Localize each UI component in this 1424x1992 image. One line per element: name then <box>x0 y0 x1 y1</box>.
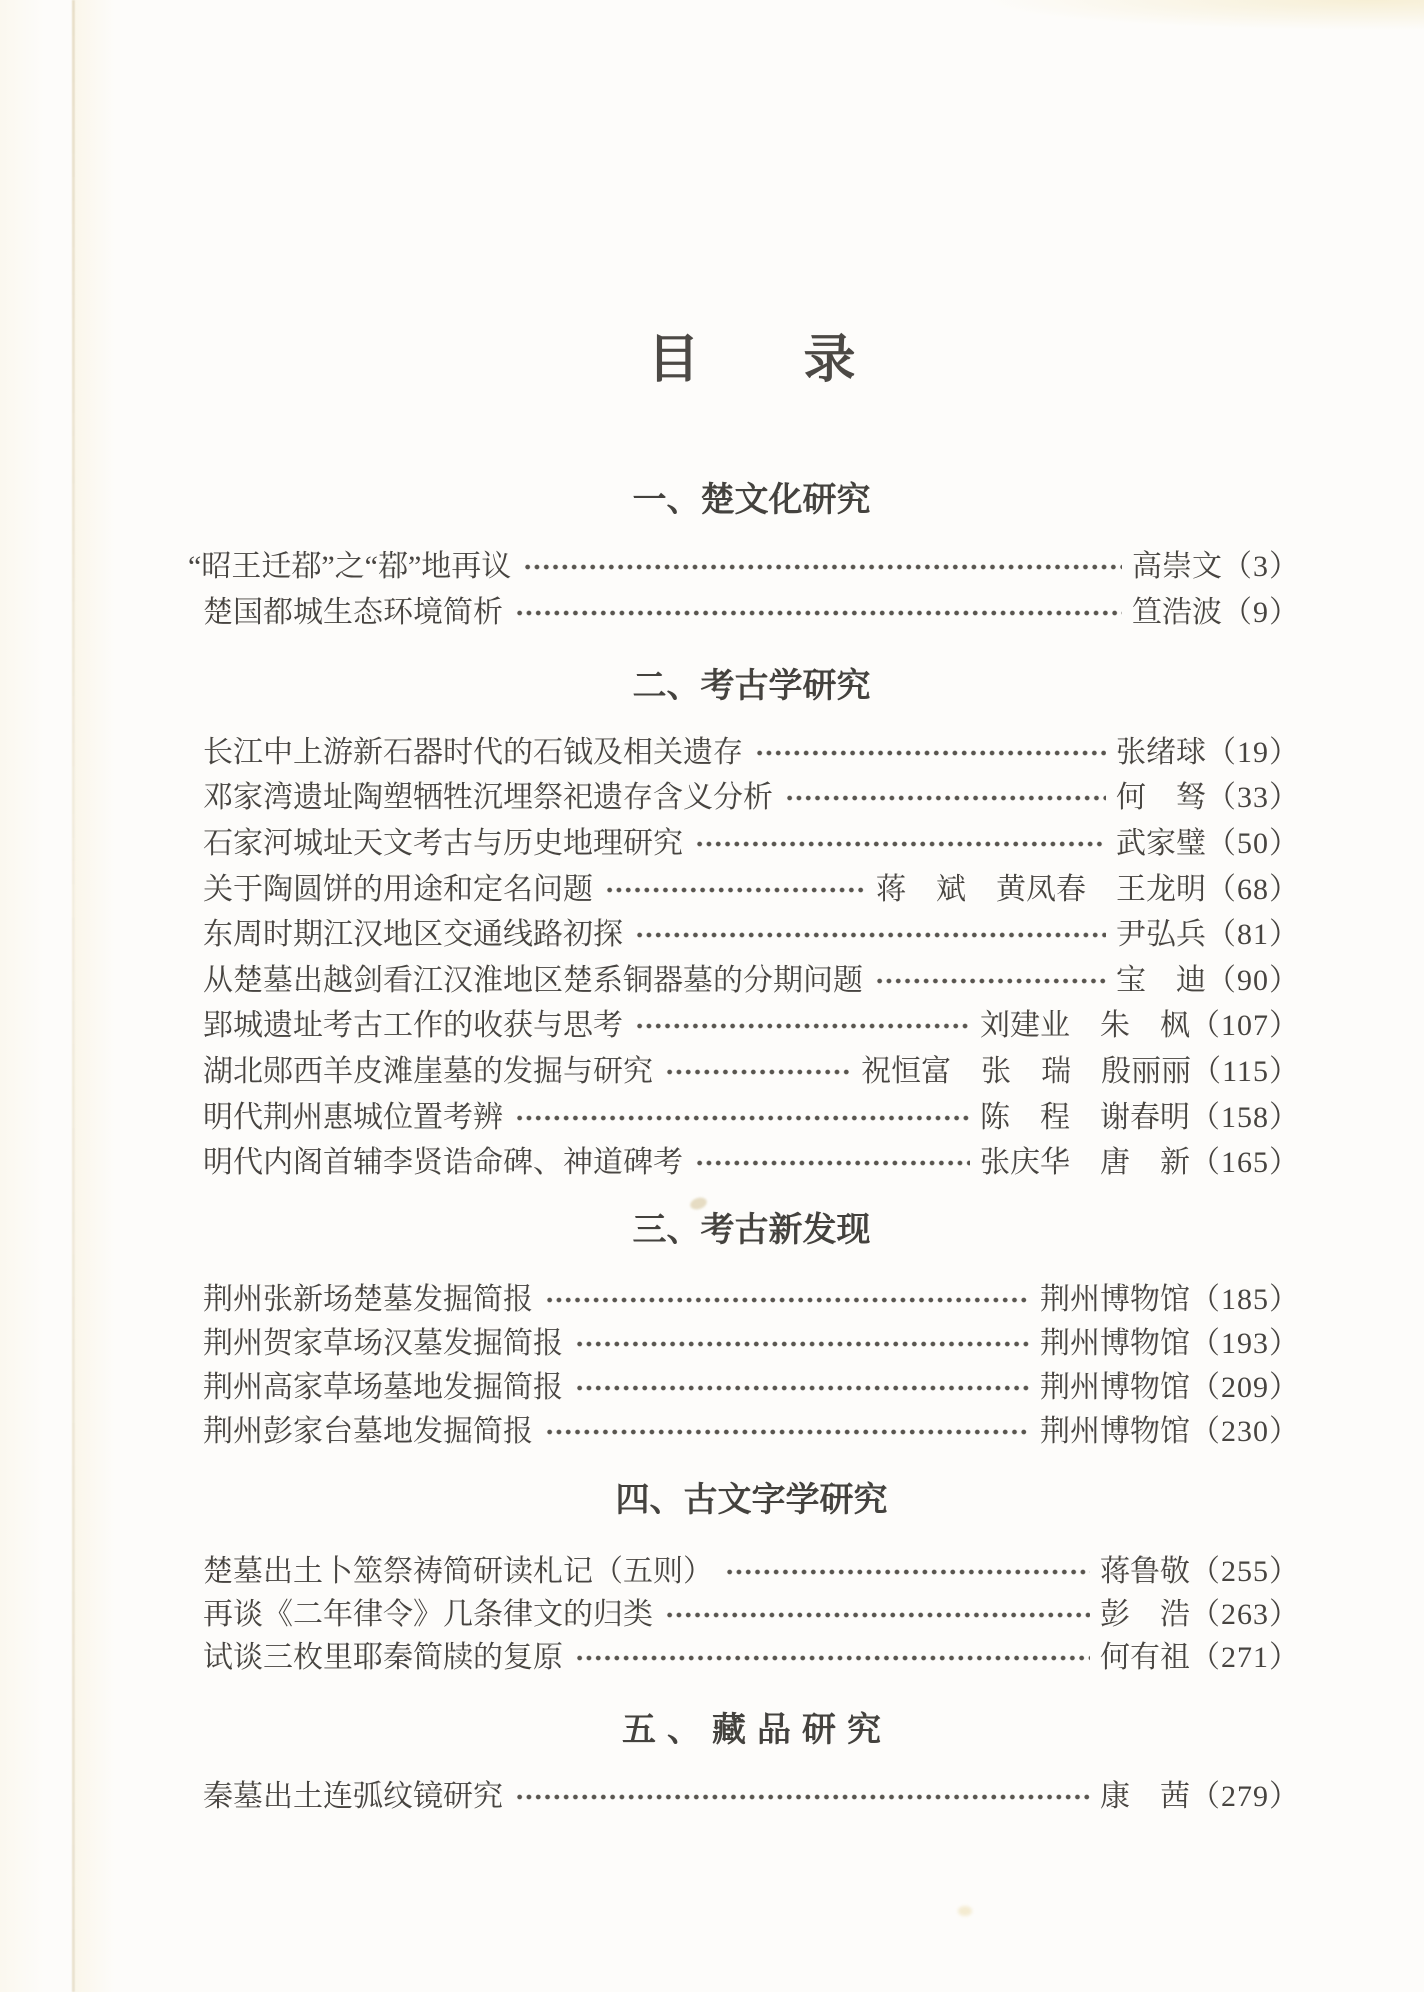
entry-title: 东周时期江汉地区交通线路初探 <box>203 918 623 952</box>
entry-pageno: （165） <box>1190 1146 1300 1180</box>
entry-authors: 武家璧 <box>1116 826 1206 860</box>
page-title: 目 录 <box>647 332 856 389</box>
entry-authors: 荆州博物馆 <box>1040 1283 1190 1316</box>
entry-pageno: （193） <box>1190 1327 1300 1360</box>
toc-entry <box>203 1550 1300 1593</box>
dot-leader <box>725 1566 1090 1578</box>
toc-entry <box>203 730 1300 776</box>
entry-pageno: （185） <box>1190 1283 1300 1316</box>
entry-title: 明代荆州惠城位置考辨 <box>203 1100 503 1134</box>
dot-leader <box>515 1112 970 1124</box>
section-collection-studies <box>203 1710 1300 1819</box>
dot-leader <box>575 1338 1030 1350</box>
entry-authors: 荆州博物馆 <box>1040 1371 1190 1404</box>
entry-title: 明代内阁首辅李贤诰命碑、神道碑考 <box>203 1146 683 1180</box>
entry-authors: 彭 浩 <box>1100 1597 1190 1631</box>
dot-leader <box>515 1791 1090 1803</box>
entry-pageno: （9） <box>1222 596 1300 629</box>
entry-title: 关于陶圆饼的用途和定名问题 <box>203 872 593 906</box>
entry-authors: 康 茜 <box>1100 1780 1190 1813</box>
toc-entry <box>203 1004 1300 1050</box>
dot-leader <box>875 975 1106 987</box>
entry-pageno: （50） <box>1206 826 1300 860</box>
toc-entry <box>203 821 1300 867</box>
entry-title: 郢城遗址考古工作的收获与思考 <box>203 1009 623 1043</box>
entry-pageno: （230） <box>1190 1415 1300 1448</box>
entry-authors: 何有祖 <box>1100 1640 1190 1674</box>
dot-leader <box>635 929 1106 941</box>
dot-leader <box>635 1020 970 1032</box>
entry-title: 秦墓出土连弧纹镜研究 <box>203 1780 503 1813</box>
section-new-discoveries <box>203 1210 1300 1454</box>
scan-tint-top-right <box>784 0 1424 46</box>
dot-leader <box>575 1382 1030 1394</box>
toc-entry <box>203 1593 1300 1636</box>
entry-authors: 何 驽 <box>1116 781 1206 815</box>
toc-entry <box>203 1322 1300 1366</box>
entry-authors: 蒋鲁敬 <box>1100 1554 1190 1588</box>
toc-entry <box>203 1636 1300 1679</box>
toc-entry <box>188 544 1300 590</box>
section-paleography <box>203 1480 1300 1679</box>
entry-pageno: （81） <box>1206 918 1300 952</box>
toc-entry <box>203 912 1300 958</box>
entry-authors: 蒋 斌 黄凤春 王龙明 <box>876 872 1206 906</box>
entry-authors: 高崇文 <box>1132 550 1222 583</box>
section-chu-culture <box>188 480 1300 636</box>
scan-speck <box>689 1196 709 1212</box>
entry-pageno: （255） <box>1190 1554 1300 1588</box>
dot-leader <box>605 884 866 896</box>
dot-leader <box>575 1652 1090 1664</box>
entry-pageno: （68） <box>1206 872 1300 906</box>
entry-title: 荆州高家草场墓地发掘简报 <box>203 1371 563 1404</box>
dot-leader <box>515 607 1122 619</box>
entry-pageno: （279） <box>1190 1780 1300 1813</box>
toc-entry <box>203 590 1300 636</box>
dot-leader <box>665 1066 851 1078</box>
dot-leader <box>695 1157 970 1169</box>
entry-authors: 尹弘兵 <box>1116 918 1206 952</box>
entry-title: 荆州张新场楚墓发掘简报 <box>203 1283 533 1316</box>
toc-entry <box>203 1140 1300 1186</box>
section-entries <box>203 730 1300 1186</box>
entry-title: 湖北郧西羊皮滩崖墓的发掘与研究 <box>203 1054 653 1088</box>
entry-pageno: （115） <box>1191 1054 1300 1088</box>
entry-pageno: （3） <box>1222 550 1300 583</box>
entry-authors: 祝恒富 张 瑞 殷丽丽 <box>861 1054 1192 1088</box>
entry-authors: 笪浩波 <box>1132 596 1222 629</box>
entry-title: 荆州贺家草场汉墓发掘简报 <box>203 1327 563 1360</box>
entry-authors: 刘建业 朱 枫 <box>980 1009 1190 1043</box>
entry-pageno: （209） <box>1190 1371 1300 1404</box>
entry-title: 楚国都城生态环境简析 <box>203 596 503 629</box>
entry-pageno: （33） <box>1206 781 1300 815</box>
section-entries <box>203 1278 1300 1454</box>
entry-authors: 宝 迪 <box>1116 963 1206 997</box>
section-heading: 四、古文字学研究 <box>615 1481 888 1519</box>
dot-leader <box>545 1426 1030 1438</box>
section-heading: 一、楚文化研究 <box>632 481 871 519</box>
dot-leader <box>523 561 1122 573</box>
page-edge-shading <box>0 0 74 1992</box>
toc-entry <box>203 1410 1300 1454</box>
toc-entry <box>203 867 1300 913</box>
entry-title: 从楚墓出越剑看江汉淮地区楚系铜器墓的分期问题 <box>203 963 863 997</box>
section-heading: 五、藏品研究 <box>622 1711 892 1749</box>
dot-leader <box>665 1609 1090 1621</box>
section-entries <box>188 544 1300 636</box>
page-edge-glow <box>75 0 115 1992</box>
entry-authors: 张绪球 <box>1116 735 1206 769</box>
dot-leader <box>695 838 1106 850</box>
entry-title: 荆州彭家台墓地发掘简报 <box>203 1415 533 1448</box>
entry-pageno: （158） <box>1190 1100 1300 1134</box>
dot-leader <box>755 747 1106 759</box>
entry-title: 邓家湾遗址陶塑牺牲沉埋祭祀遗存含义分析 <box>203 781 773 815</box>
section-heading: 三、考古新发现 <box>632 1211 871 1249</box>
entry-title: “昭王迁鄀”之“鄀”地再议 <box>188 550 512 583</box>
entry-authors: 张庆华 唐 新 <box>980 1146 1190 1180</box>
entry-title: 石家河城址天文考古与历史地理研究 <box>203 826 683 860</box>
section-entries <box>203 1550 1300 1679</box>
entry-title: 试谈三枚里耶秦简牍的复原 <box>203 1640 563 1674</box>
entry-title: 楚墓出土卜筮祭祷简研读札记（五则） <box>203 1554 713 1588</box>
section-entries <box>203 1775 1300 1819</box>
dot-leader <box>545 1294 1030 1306</box>
dot-leader <box>785 792 1106 804</box>
scan-speck <box>958 1906 972 1916</box>
toc-entry <box>203 1366 1300 1410</box>
entry-pageno: （107） <box>1190 1009 1300 1043</box>
entry-title: 再谈《二年律令》几条律文的归类 <box>203 1597 653 1631</box>
toc-entry <box>203 1049 1300 1095</box>
section-archaeology <box>203 666 1300 1186</box>
entry-pageno: （263） <box>1190 1597 1300 1631</box>
toc-entry <box>203 1775 1300 1819</box>
toc-entry <box>203 1278 1300 1322</box>
entry-authors: 荆州博物馆 <box>1040 1327 1190 1360</box>
entry-title: 长江中上游新石器时代的石钺及相关遗存 <box>203 735 743 769</box>
toc-entry <box>203 776 1300 822</box>
entry-authors: 陈 程 谢春明 <box>980 1100 1190 1134</box>
entry-pageno: （19） <box>1206 735 1300 769</box>
entry-pageno: （90） <box>1206 963 1300 997</box>
entry-authors: 荆州博物馆 <box>1040 1415 1190 1448</box>
toc-entry <box>203 1095 1300 1141</box>
toc-entry <box>203 958 1300 1004</box>
section-heading: 二、考古学研究 <box>632 667 871 705</box>
entry-pageno: （271） <box>1190 1640 1300 1674</box>
